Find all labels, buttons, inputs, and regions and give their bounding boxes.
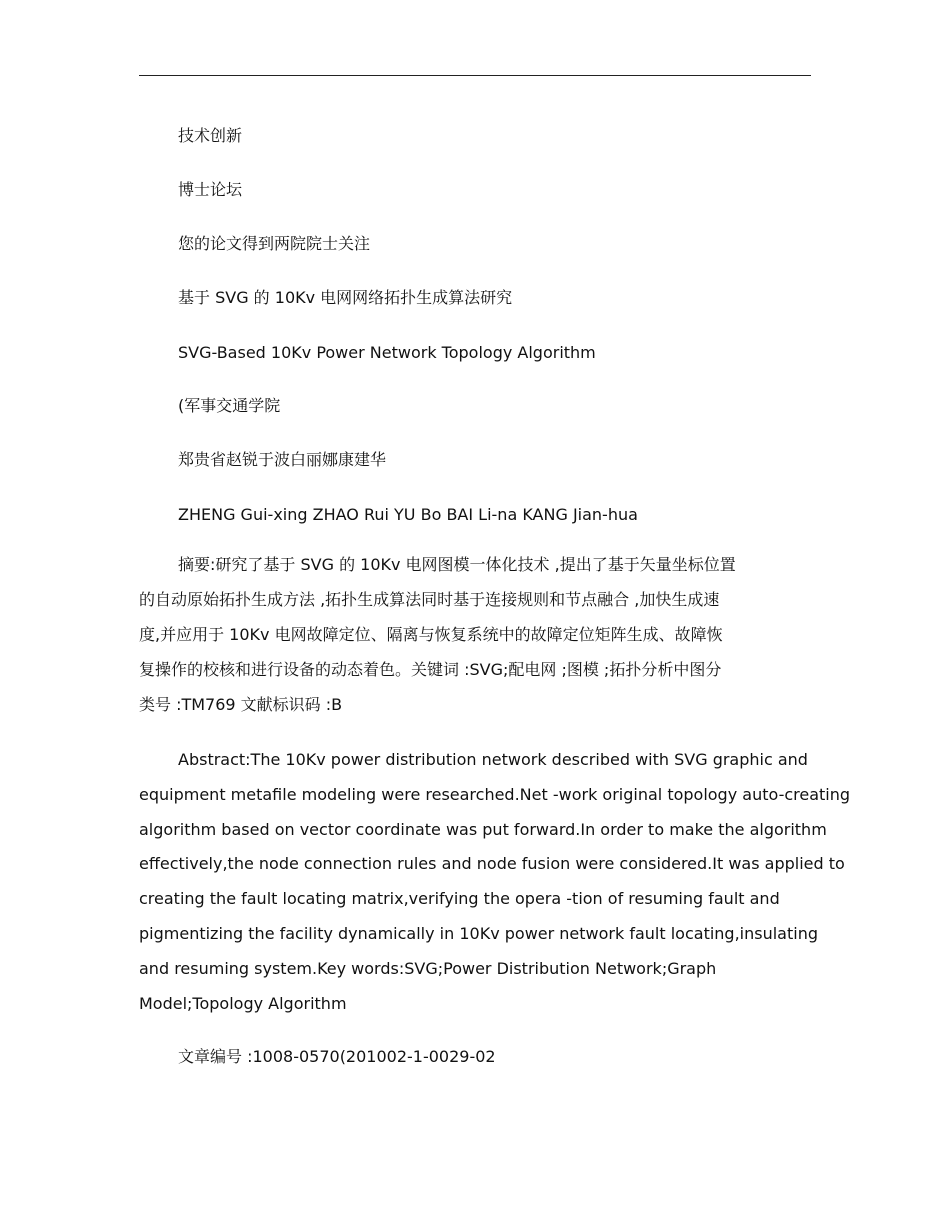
authors-cn: 郑贵省赵锐于波白丽娜康建华 (178, 450, 387, 469)
abstract-en-line: Abstract:The 10Kv power distribution network described with SVG graphic and (178, 750, 808, 769)
abstract-en-line: equipment metafile modeling were researched.Net -work original topology auto-creating (139, 784, 851, 804)
abstract-cn-line: 度,并应用于 10Kv 电网故障定位、隔离与恢复系统中的故障定位矩阵生成、故障恢 (139, 625, 723, 644)
abstract-cn (139, 547, 811, 722)
title-en: SVG-Based 10Kv Power Network Topology Algorithm (178, 343, 596, 362)
column-label: 博士论坛 (178, 180, 243, 199)
section-label: 技术创新 (178, 126, 243, 145)
abstract-en (139, 743, 851, 1021)
affiliation: (军事交通学院 (178, 396, 281, 415)
abstract-cn-line: 摘要:研究了基于 SVG 的 10Kv 电网图模一体化技术 ,提出了基于矢量坐标位置 (178, 555, 736, 574)
article-number: 文章编号 :1008-0570(201002-1-0029-02 (178, 1047, 496, 1066)
authors-en: ZHENG Gui-xing ZHAO Rui YU Bo BAI Li-na KANG Jian-hua (178, 505, 638, 524)
notice-text: 您的论文得到两院院士关注 (178, 234, 371, 253)
abstract-en-line: and resuming system.Key words:SVG;Power Distribution Network;Graph (139, 958, 717, 978)
abstract-en-line: Model;Topology Algorithm (139, 993, 347, 1013)
title-cn: 基于 SVG 的 10Kv 电网网络拓扑生成算法研究 (178, 288, 513, 307)
abstract-cn-line: 的自动原始拓扑生成方法 ,拓扑生成算法同时基于连接规则和节点融合 ,加快生成速 (139, 590, 720, 609)
abstract-en-line: pigmentizing the facility dynamically in 10Kv power network fault locating,insulating (139, 923, 818, 943)
abstract-en-line: effectively,the node connection rules and node fusion were considered.It was applied to (139, 854, 845, 874)
abstract-cn-line: 复操作的校核和进行设备的动态着色。关键词 :SVG;配电网 ;图模 ;拓扑分析中图分 (139, 660, 722, 679)
abstract-en-line: creating the fault locating matrix,verifying the opera -tion of resuming fault and (139, 889, 780, 909)
abstract-en-line: algorithm based on vector coordinate was put forward.In order to make the algorithm (139, 819, 827, 839)
header-rule (139, 75, 811, 76)
abstract-cn-line: 类号 :TM769 文献标识码 :B (139, 695, 343, 714)
